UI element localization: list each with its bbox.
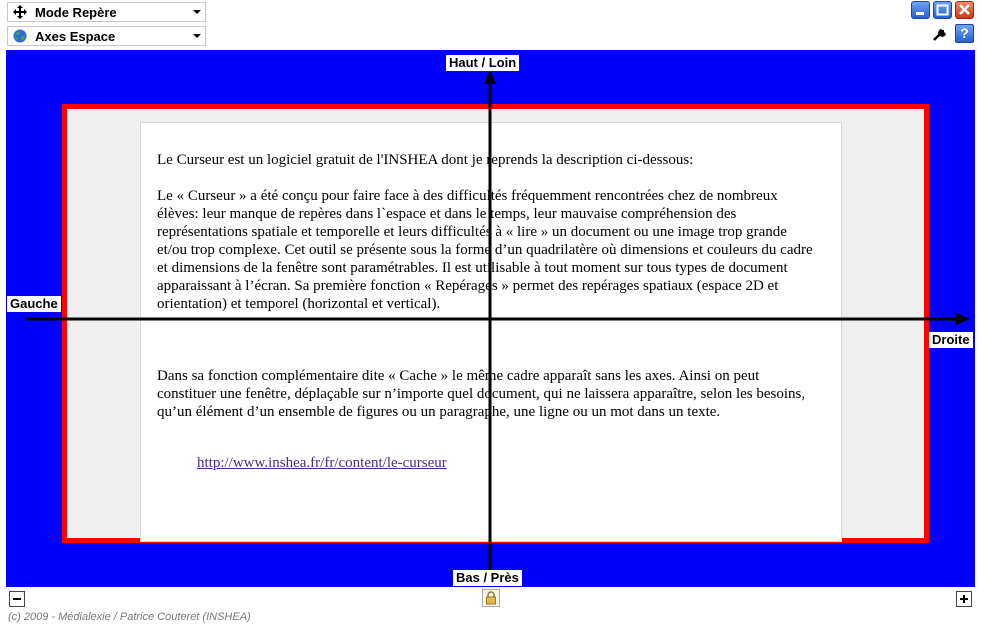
axis-label-bottom: Bas / Près bbox=[453, 570, 522, 586]
document-paragraph-description: Le « Curseur » a été conçu pour faire face à des difficultés fréquemment rencontrées chez de nombreux élèves: leur manque de repères dans l`espace et dans le temps, leur mauvaise compréhension des représentations spatiale et temporelle et leurs difficultés à « lire » un document ou une image trop grande et/ou trop complexe. Cet outil se présente sous la forme d’un quadrilatère où dimensions et couleurs du cadre et dimensions de la fenêtre sont paramétrables. Il est utilisable à tout moment sur tous types de document apparaissant à l’écran. Sa première fonction « Repérages » permet des repérages spatiaux (espace 2D et orientation) et temporel (horizontal et vertical). bbox=[157, 188, 813, 312]
help-button[interactable]: ? bbox=[955, 24, 974, 43]
up-arrow-icon bbox=[484, 70, 496, 84]
document-link[interactable]: http://www.inshea.fr/fr/content/le-curseur bbox=[197, 455, 447, 471]
lock-icon bbox=[483, 590, 499, 606]
zoom-out-button[interactable] bbox=[9, 591, 25, 607]
lock-button[interactable] bbox=[482, 589, 500, 607]
plus-icon bbox=[957, 592, 971, 606]
minus-icon bbox=[10, 592, 24, 606]
footer-credit: (c) 2009 - Médialexie / Patrice Couteret (INSHEA) bbox=[8, 611, 251, 623]
mode-select-value: Mode Repère bbox=[35, 5, 117, 20]
document-paragraph-cache: Dans sa fonction complémentaire dite « Cache » le même cadre apparaît sans les axes. Ainsi on peut constituer une fenêtre, déplaçable sur n’importe quel document, qui ne laissera apparaître, selon les besoins, qu’un élément d’un ensemble de figures ou un paragraphe, une ligne ou un mot dans un texte. bbox=[157, 368, 806, 420]
document-paragraph-intro: Le Curseur est un logiciel gratuit de l'INSHEA dont je reprends la description ci-dessous: bbox=[157, 152, 694, 168]
zoom-in-button[interactable] bbox=[956, 591, 972, 607]
axis-label-right: Droite bbox=[929, 332, 973, 348]
axis-label-left: Gauche bbox=[7, 296, 61, 312]
right-arrow-icon bbox=[956, 313, 970, 325]
axis-label-top: Haut / Loin bbox=[446, 55, 519, 71]
axes-select-value: Axes Espace bbox=[35, 29, 116, 44]
